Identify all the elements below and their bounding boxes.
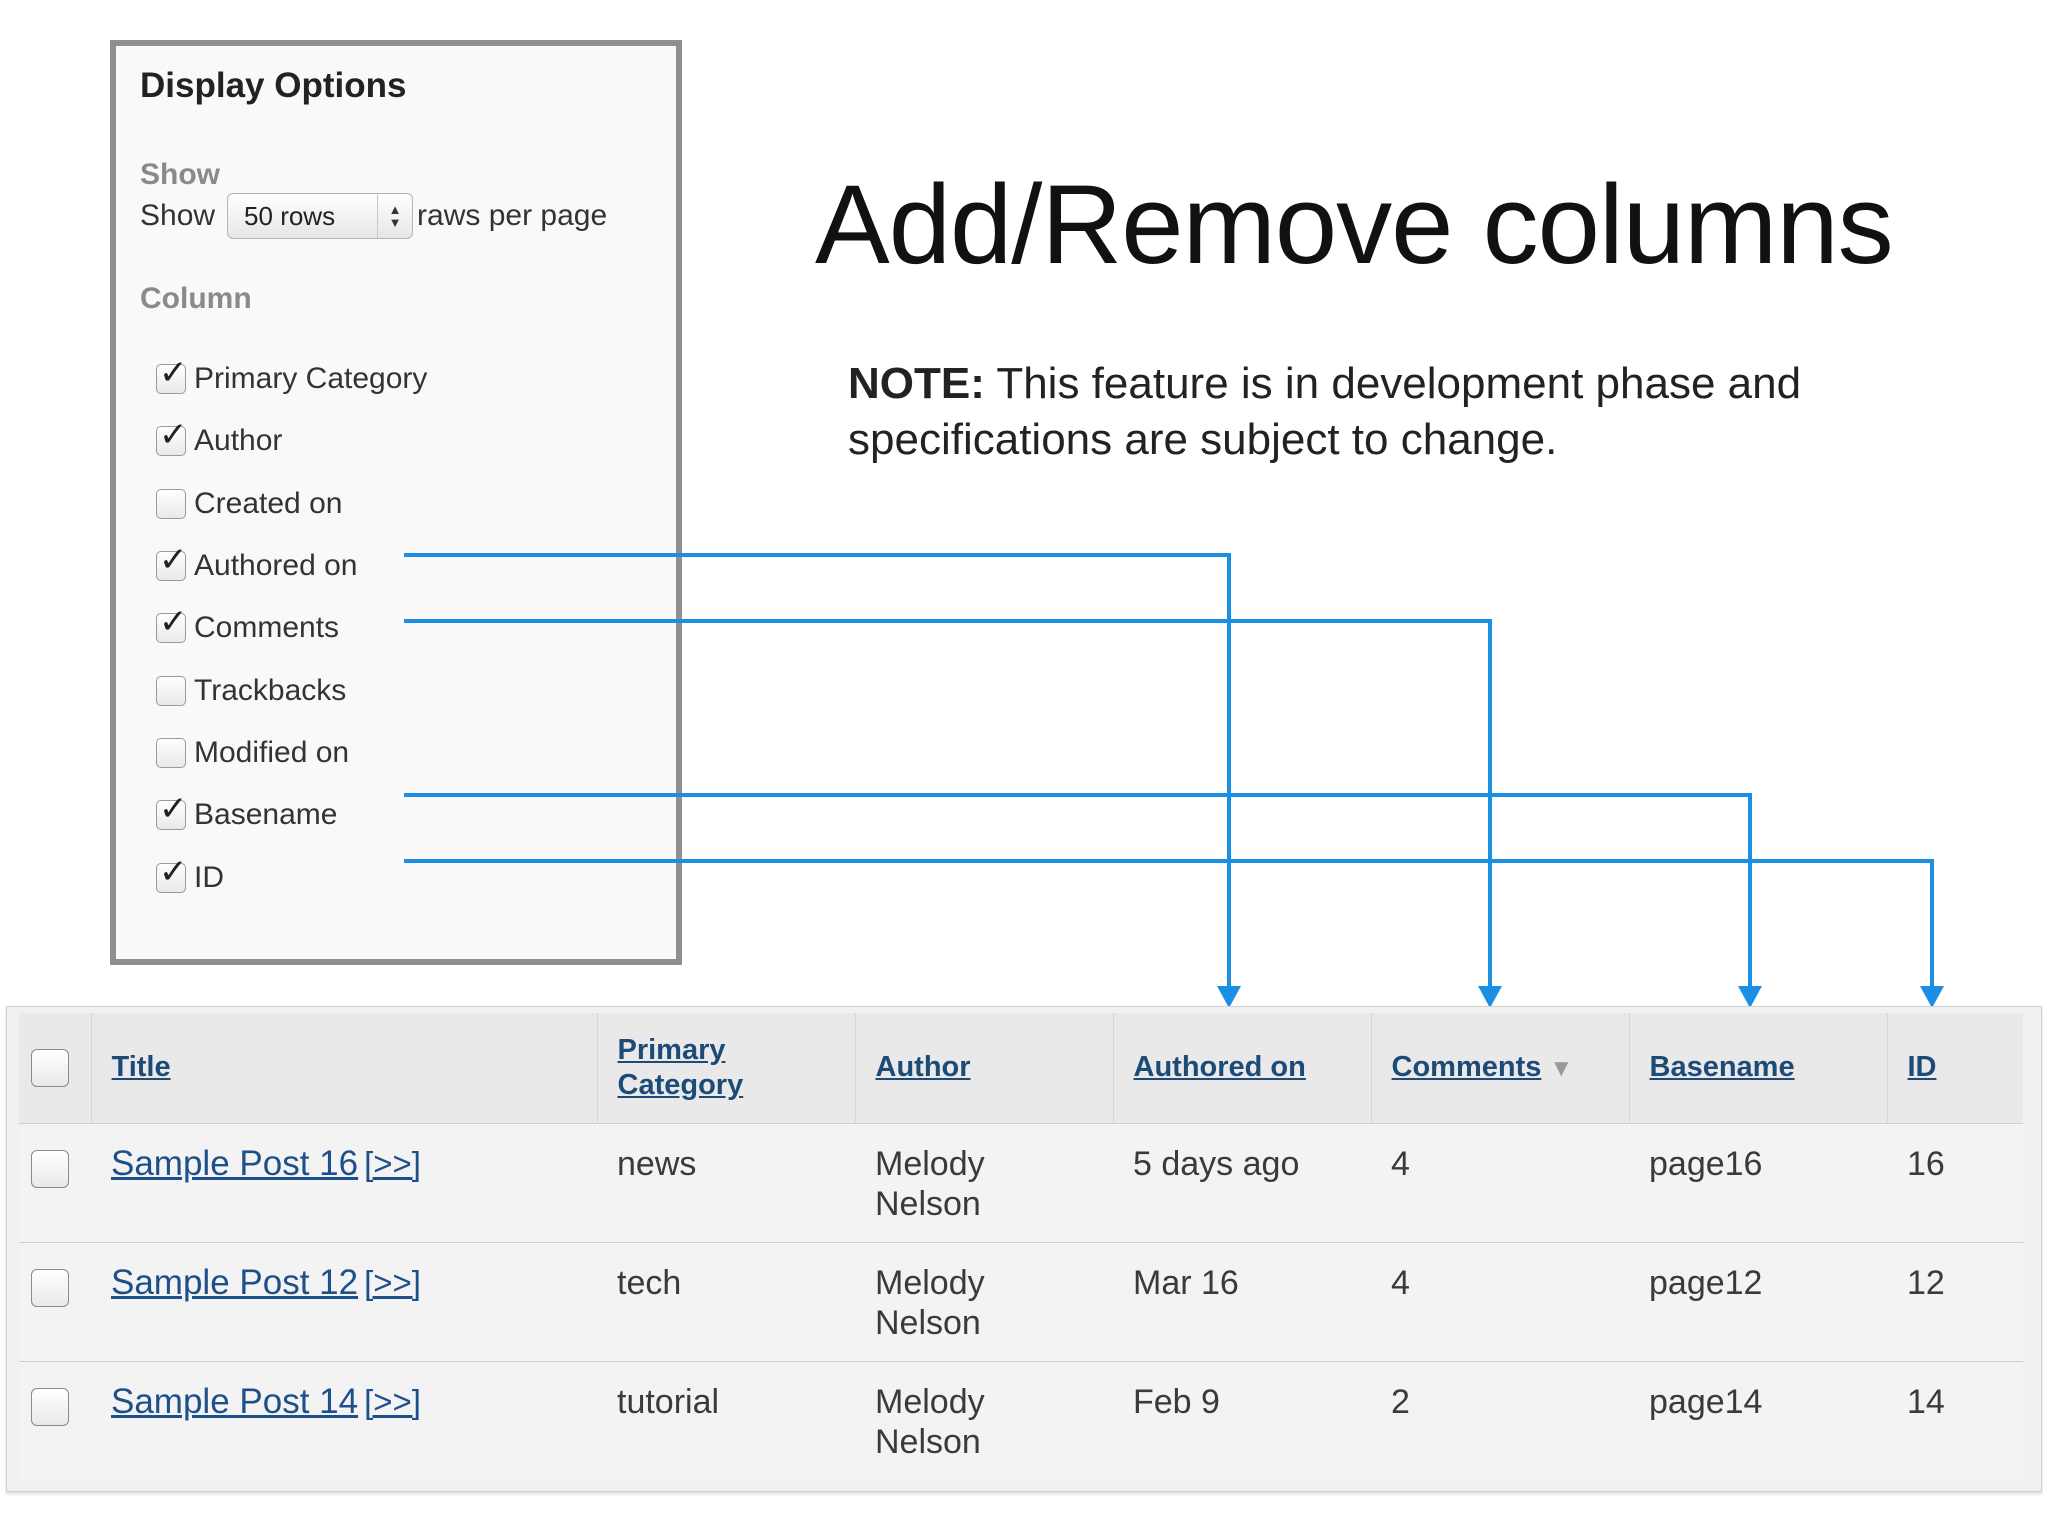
id-cell: 16 <box>1907 1144 1945 1183</box>
category-cell: tutorial <box>617 1382 720 1421</box>
entry-title-link[interactable]: Sample Post 14 <box>111 1381 359 1421</box>
basename-cell: page14 <box>1649 1382 1763 1421</box>
column-option-label: Authored on <box>194 549 358 583</box>
row-select-cell <box>19 1123 91 1242</box>
header-label-line: Category <box>617 1068 744 1101</box>
author-cell <box>855 1361 1113 1480</box>
checkmark-icon: ✓ <box>159 353 188 394</box>
arrowhead-id <box>1920 986 1944 1008</box>
sort-by-primary-category-link[interactable] <box>618 1033 744 1103</box>
author-cell <box>855 1242 1113 1361</box>
checkmark-icon: ✓ <box>159 602 188 643</box>
column-option-label: Created on <box>194 486 343 520</box>
sort-by-title-link[interactable]: Title <box>111 1051 171 1084</box>
connector-arrowheads <box>1217 986 1944 1008</box>
comments-cell: 2 <box>1391 1382 1410 1421</box>
author-first-name: Melody <box>875 1144 985 1183</box>
author-first-name: Melody <box>875 1382 985 1421</box>
table-row <box>19 1242 2023 1361</box>
sort-by-authored-on-link[interactable]: Authored on <box>1133 1051 1306 1084</box>
entries-table-panel <box>6 1006 2042 1492</box>
author-cell <box>855 1123 1113 1242</box>
column-header-comments <box>1371 1013 1629 1123</box>
row-checkbox[interactable] <box>31 1150 69 1188</box>
category-cell: tech <box>617 1263 682 1302</box>
comments-cell: 4 <box>1391 1144 1410 1183</box>
author-last-name: Nelson <box>875 1303 981 1342</box>
connector-basename <box>404 795 1750 990</box>
rows-per-page-value: 50 rows <box>244 200 336 231</box>
entry-title-link[interactable]: Sample Post 12 <box>111 1262 359 1302</box>
checkmark-icon: ✓ <box>159 851 188 892</box>
column-header-author <box>855 1013 1113 1123</box>
column-header-primary-category <box>597 1013 855 1123</box>
header-label-line: Primary <box>617 1033 726 1066</box>
view-entry-link[interactable]: [>>] <box>364 1263 421 1301</box>
author-first-name: Melody <box>875 1263 985 1302</box>
entry-title-link[interactable]: Sample Post 16 <box>111 1143 359 1183</box>
basename-cell: page16 <box>1649 1144 1763 1183</box>
checkmark-icon: ✓ <box>159 789 188 830</box>
sort-by-comments-link[interactable]: Comments <box>1391 1051 1542 1084</box>
sort-by-id-link[interactable]: ID <box>1907 1051 1937 1084</box>
show-section-label: Show <box>140 158 220 191</box>
authored-on-cell: 5 days ago <box>1133 1144 1300 1183</box>
column-header-id <box>1887 1013 2023 1123</box>
note-text: This feature is in development phase and specifications are subject to change. <box>848 359 1802 464</box>
connector-id <box>404 861 1932 990</box>
connector-comments <box>404 621 1490 990</box>
checkmark-icon: ✓ <box>159 415 188 456</box>
id-cell: 14 <box>1907 1382 1945 1421</box>
title-cell <box>91 1242 597 1361</box>
table-header-row <box>19 1013 2023 1123</box>
row-checkbox[interactable] <box>31 1388 69 1426</box>
select-arrows-icon: ▲ ▼ <box>377 194 412 238</box>
authored-on-cell: Mar 16 <box>1133 1263 1239 1302</box>
column-header-authored-on <box>1113 1013 1371 1123</box>
entries-table <box>19 1013 2023 1480</box>
rows-per-page-suffix: raws per page <box>417 199 608 232</box>
column-option-label: Comments <box>194 611 340 645</box>
row-select-cell <box>19 1242 91 1361</box>
arrowhead-basename <box>1738 986 1762 1008</box>
comments-cell: 4 <box>1391 1263 1410 1302</box>
select-all-checkbox[interactable] <box>31 1049 69 1087</box>
column-option-label: ID <box>194 860 224 894</box>
sort-by-author-link[interactable]: Author <box>875 1051 971 1084</box>
column-header-basename <box>1629 1013 1887 1123</box>
connector-lines <box>404 555 1932 990</box>
authored-on-cell: Feb 9 <box>1133 1382 1220 1421</box>
note-label: NOTE: <box>848 359 985 408</box>
select-all-cell <box>19 1013 91 1123</box>
sort-by-basename-link[interactable]: Basename <box>1649 1051 1795 1084</box>
title-cell <box>91 1123 597 1242</box>
author-last-name: Nelson <box>875 1184 981 1223</box>
row-checkbox[interactable] <box>31 1269 69 1307</box>
column-section-label: Column <box>140 282 252 315</box>
table-row <box>19 1361 2023 1480</box>
column-option-label: Basename <box>194 798 338 832</box>
category-cell: news <box>617 1144 697 1183</box>
basename-cell: page12 <box>1649 1263 1763 1302</box>
author-last-name: Nelson <box>875 1422 981 1461</box>
column-option-label: Primary Category <box>194 362 428 396</box>
panel-title: Display Options <box>140 66 407 105</box>
checkmark-icon: ✓ <box>159 540 188 581</box>
arrowhead-comments <box>1478 986 1502 1008</box>
title-cell <box>91 1361 597 1480</box>
column-option-label: Modified on <box>194 735 350 769</box>
view-entry-link[interactable]: [>>] <box>364 1382 421 1420</box>
sort-descending-icon: ▼ <box>1549 1055 1574 1083</box>
column-option-label: Trackbacks <box>194 673 347 707</box>
show-label: Show <box>140 199 216 232</box>
table-row <box>19 1123 2023 1242</box>
column-option-label: Author <box>194 424 283 458</box>
slide-heading: Add/Remove columns <box>815 162 1893 287</box>
arrowhead-authored-on <box>1217 986 1241 1008</box>
view-entry-link[interactable]: [>>] <box>364 1144 421 1182</box>
column-header-title <box>91 1013 597 1123</box>
row-select-cell <box>19 1361 91 1480</box>
id-cell: 12 <box>1907 1263 1945 1302</box>
